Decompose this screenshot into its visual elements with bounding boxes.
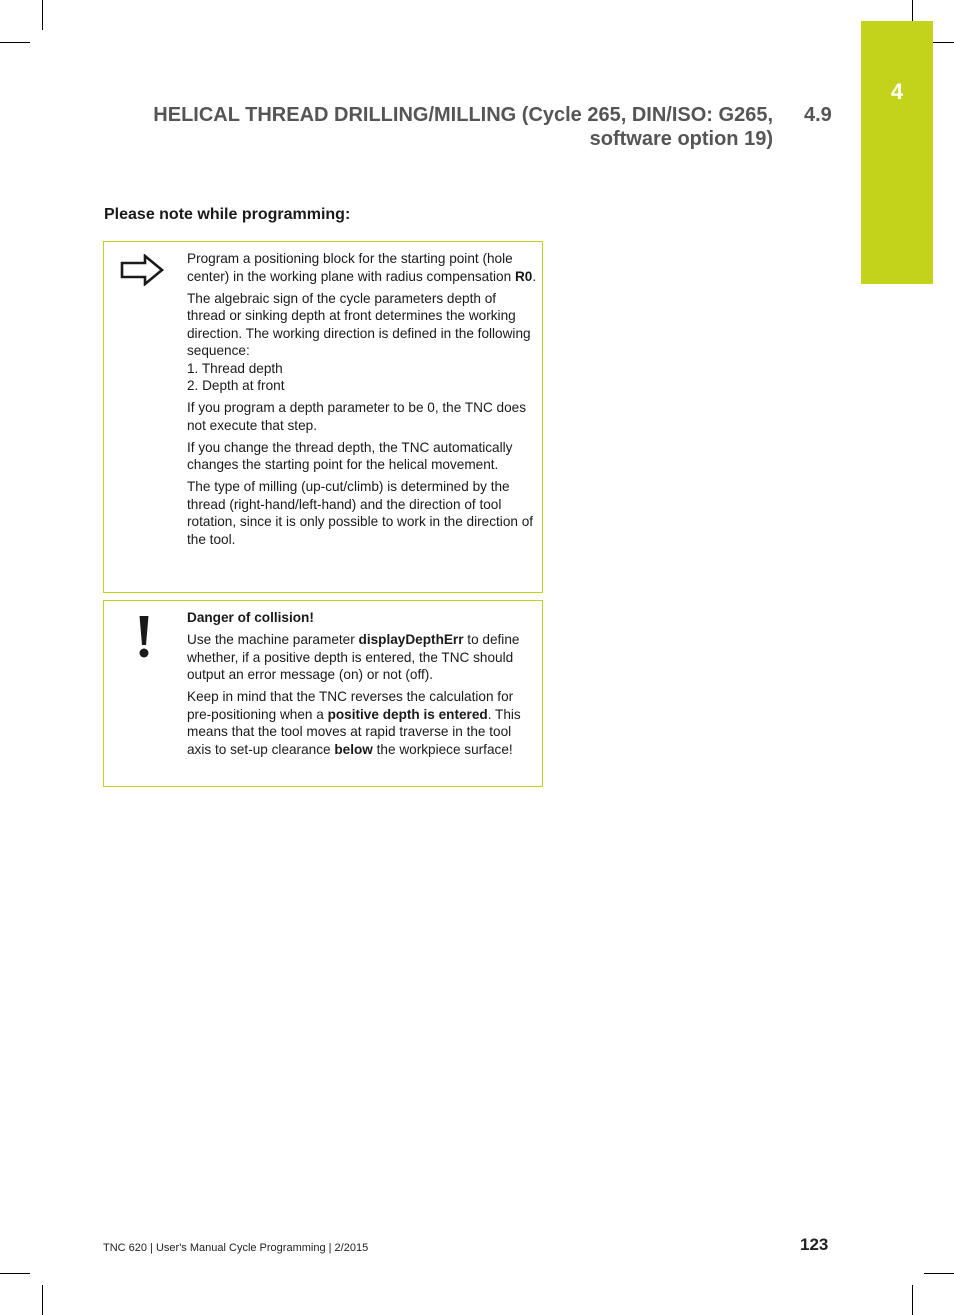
crop-mark [0, 1273, 30, 1274]
note-text: the workpiece surface! [372, 741, 513, 757]
crop-mark [0, 42, 30, 43]
crop-mark [924, 1273, 954, 1274]
crop-mark [42, 0, 43, 30]
note-text: Program a positioning block for the starting point (hole center) in the working plane with radius compensation [187, 251, 515, 284]
arrow-right-icon [120, 254, 166, 291]
info-note-box [103, 241, 543, 593]
section-title [93, 103, 773, 151]
note-paragraph [187, 688, 537, 758]
crop-mark [912, 1285, 913, 1315]
section-number: 4.9 [804, 104, 832, 126]
warning-note-box [103, 600, 543, 787]
note-text: Use the machine parameter [187, 632, 359, 647]
note-list-item: 1. Thread depth [187, 360, 283, 376]
exclamation-icon [137, 614, 151, 665]
page-number: 123 [800, 1235, 829, 1254]
note-text: . [532, 268, 537, 284]
note-text: Keep in mind that the TNC reverses the calculation for pre-positioning when a [187, 689, 514, 722]
note-list-item: 2. Depth at front [187, 378, 285, 393]
note-paragraph [187, 290, 537, 395]
note-keyword: below [334, 741, 373, 757]
note-text: . This means that the tool moves at rapid traverse in the tool axis to set-up clearance [187, 706, 521, 757]
note-keyword: R0 [514, 268, 533, 284]
note-paragraph [187, 250, 537, 285]
info-note-body [187, 250, 537, 553]
note-paragraph: If you program a depth parameter to be 0, the TNC does not execute that step. [187, 400, 527, 433]
section-title-line2: software option 19) [589, 128, 773, 150]
subheading: Please note while programming: [104, 206, 351, 223]
chapter-tab [861, 21, 933, 284]
note-paragraph [187, 631, 537, 684]
section-title-line1: HELICAL THREAD DRILLING/MILLING (Cycle 265, DIN/ISO: G265, [153, 104, 773, 126]
crop-mark [42, 1285, 43, 1315]
chapter-number: 4 [890, 79, 904, 104]
warning-note-body [187, 609, 537, 763]
warning-heading: Danger of collision! [187, 610, 314, 625]
note-text: The algebraic sign of the cycle parameters depth of thread or sinking depth at front determines the working direction. The working direction is defined in the following sequence: [187, 290, 531, 358]
note-text: to define whether, if a positive depth is entered, the TNC should output an error message (on) or not (off). [187, 632, 520, 682]
note-paragraph: If you change the thread depth, the TNC automatically changes the starting point for the helical movement. [187, 439, 513, 472]
note-keyword: positive depth is entered [327, 706, 488, 722]
note-keyword: displayDepthErr [358, 632, 464, 647]
note-paragraph: The type of milling (up-cut/climb) is determined by the thread (right-hand/left-hand) and the direction of tool rotation, since it is only possible to work in the direction of the tool. [187, 479, 534, 547]
footer-text: TNC 620 | User's Manual Cycle Programming | 2/2015 [103, 1242, 369, 1254]
